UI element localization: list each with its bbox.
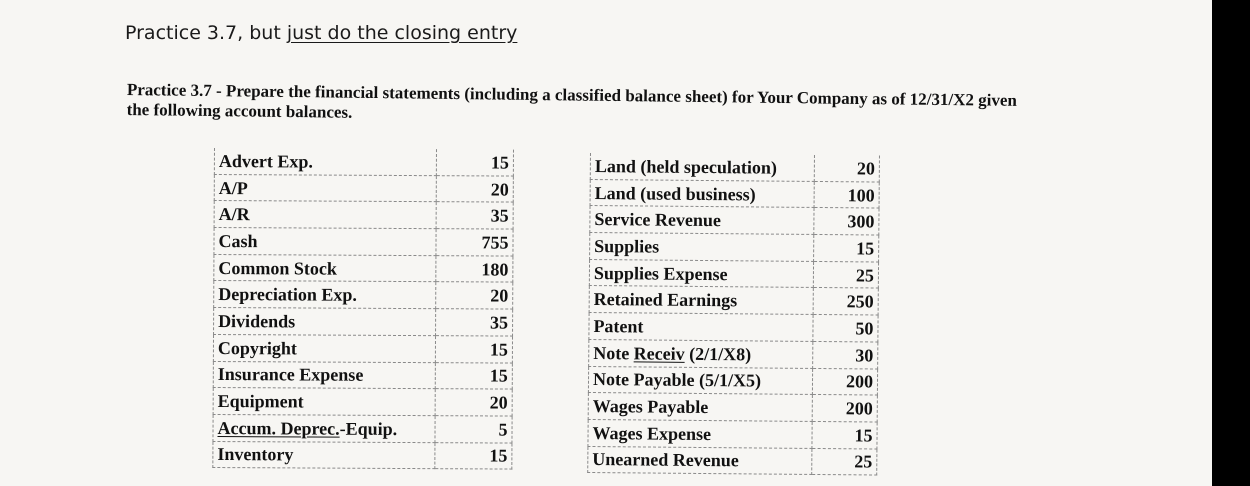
- account-amount: 300: [814, 208, 879, 235]
- account-name: Wages Expense: [588, 419, 812, 448]
- account-name: Common Stock: [214, 254, 436, 282]
- left-accounts-table: [212, 148, 514, 470]
- account-row: [588, 446, 877, 475]
- account-amount: 20: [814, 155, 879, 182]
- account-amount: 250: [813, 288, 878, 315]
- account-name: Note Payable (5/1/X5): [588, 366, 812, 395]
- account-amount: 30: [813, 341, 878, 368]
- account-amount: 100: [814, 181, 879, 208]
- account-row: [214, 281, 513, 309]
- account-name: Equipment: [213, 388, 435, 416]
- account-name: A/R: [214, 201, 436, 229]
- account-name: Cash: [214, 228, 436, 256]
- account-row: [590, 206, 879, 235]
- account-row: [213, 361, 512, 389]
- account-row: [590, 179, 879, 208]
- account-row: [589, 259, 878, 288]
- account-name: Supplies: [590, 233, 814, 262]
- account-name: Unearned Revenue: [588, 446, 812, 475]
- account-amount: 15: [814, 235, 879, 262]
- account-amount: 15: [435, 442, 512, 469]
- account-name: Depreciation Exp.: [214, 281, 436, 309]
- account-name: Land (used business): [590, 179, 814, 208]
- account-amount: 20: [436, 175, 513, 202]
- account-amount: 35: [436, 309, 513, 336]
- account-name: Patent: [589, 313, 813, 342]
- account-amount: 20: [436, 282, 513, 309]
- account-row: [590, 233, 879, 262]
- account-row: [213, 414, 512, 442]
- account-row: [589, 286, 878, 315]
- account-row: [590, 153, 879, 182]
- account-row: [589, 313, 878, 342]
- account-name: Accum. Deprec.-Equip.: [213, 414, 435, 442]
- heading-prefix: Practice 3.7, but: [125, 22, 287, 44]
- account-amount: 35: [436, 202, 513, 229]
- account-row: [214, 308, 513, 336]
- account-amount: 15: [435, 335, 512, 362]
- account-row: [588, 393, 877, 422]
- practice-instructions: [127, 80, 1027, 131]
- account-name: Dividends: [214, 308, 436, 336]
- practice-separator: -: [211, 81, 227, 101]
- account-row: [214, 201, 513, 229]
- account-name: Advert Exp.: [214, 148, 436, 175]
- account-amount: 25: [813, 261, 878, 288]
- account-name: Note Receiv (2/1/X8): [589, 339, 813, 368]
- account-amount: 20: [435, 389, 512, 416]
- account-name: Wages Payable: [588, 393, 812, 422]
- account-row: [213, 388, 512, 416]
- account-name: Retained Earnings: [589, 286, 813, 315]
- account-name: Insurance Expense: [213, 361, 435, 389]
- account-row: [214, 148, 513, 176]
- heading-underlined: just do the closing entry: [286, 22, 518, 44]
- account-amount: 180: [436, 255, 513, 282]
- account-name: Service Revenue: [590, 206, 814, 235]
- account-row: [213, 334, 512, 362]
- account-amount: 15: [435, 362, 512, 389]
- account-row: [589, 339, 878, 368]
- account-row: [214, 254, 513, 282]
- account-amount: 25: [812, 448, 877, 475]
- account-row: [588, 419, 877, 448]
- account-row: [213, 441, 512, 469]
- account-name: A/P: [214, 174, 436, 202]
- practice-text: Prepare the financial statements (including a classified balance sheet) for Your Company as of 12/31/X2 given the following account balances.: [126, 81, 1018, 122]
- right-accounts-table: [587, 153, 880, 476]
- account-name: Copyright: [213, 334, 435, 362]
- account-name: Land (held speculation): [590, 153, 814, 181]
- underlined-word: Accum. Deprec.: [217, 417, 340, 439]
- account-amount: 15: [812, 421, 877, 448]
- account-amount: 755: [436, 229, 513, 256]
- account-amount: 5: [435, 416, 512, 443]
- account-row: [214, 228, 513, 256]
- account-name: Supplies Expense: [589, 259, 813, 288]
- account-amount: 200: [812, 395, 877, 422]
- account-amount: 50: [813, 315, 878, 342]
- account-row: [588, 366, 877, 395]
- account-name: Inventory: [213, 441, 435, 469]
- underlined-word: Receiv: [633, 343, 685, 364]
- account-amount: 200: [812, 368, 877, 395]
- account-row: [214, 174, 513, 202]
- account-amount: 15: [436, 149, 513, 176]
- practice-label: Practice 3.7: [126, 80, 212, 101]
- page-heading: [125, 22, 517, 44]
